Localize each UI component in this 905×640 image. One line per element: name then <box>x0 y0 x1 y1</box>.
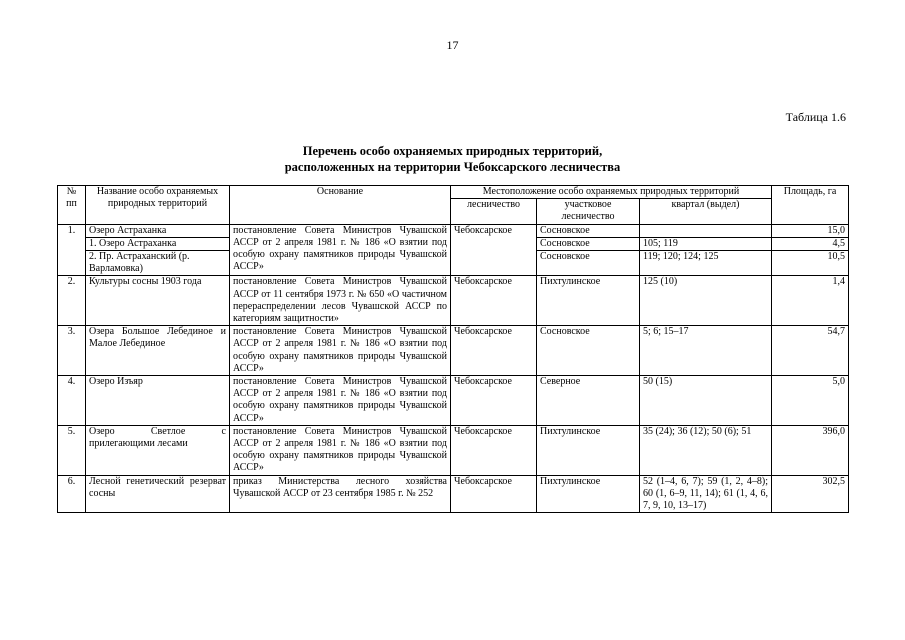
title-line-1: Перечень особо охраняемых природных территорий, <box>302 144 603 158</box>
row-forestry: Чебоксарское <box>451 475 537 513</box>
row-basis: постановление Совета Министров Чувашской АССР от 2 апреля 1981 г. № 186 «О взятии под особую охрану памятников природы Чувашской АССР» <box>230 224 451 276</box>
row-district: Пихтулинское <box>537 475 640 513</box>
title-line-2: расположенных на территории Чебоксарского лесничества <box>284 160 621 174</box>
page-number: 17 <box>446 38 459 52</box>
table-row <box>58 425 849 475</box>
header-name: Название особо охраняемых природных территорий <box>86 186 230 225</box>
table-row <box>58 376 849 426</box>
row-area: 1,4 <box>772 276 849 326</box>
row-name: Культуры сосны 1903 года <box>86 276 230 326</box>
row-area: 5,0 <box>772 376 849 426</box>
row-forestry: Чебоксарское <box>451 276 537 326</box>
table-row <box>58 276 849 326</box>
row-num: 1. <box>58 224 86 276</box>
table-row <box>58 475 849 513</box>
row-quarter: 119; 120; 124; 125 <box>640 251 772 276</box>
table-label: Таблица 1.6 <box>785 110 846 124</box>
row-quarter: 50 (15) <box>640 376 772 426</box>
row-district: Сосновское <box>537 326 640 376</box>
row-district: Сосновское <box>537 224 640 237</box>
row-name: Озеро Светлое с прилегающими лесами <box>86 425 230 475</box>
row-district: Северное <box>537 376 640 426</box>
row-num: 2. <box>58 276 86 326</box>
row-num: 6. <box>58 475 86 513</box>
row-num: 3. <box>58 326 86 376</box>
header-quarter: квартал (выдел) <box>640 199 772 224</box>
row-name: Озеро Изъяр <box>86 376 230 426</box>
row-basis: приказ Министерства лесного хозяйства Чувашской АССР от 23 сентября 1985 г. № 252 <box>230 475 451 513</box>
row-area: 54,7 <box>772 326 849 376</box>
row-quarter: 35 (24); 36 (12); 50 (6); 51 <box>640 425 772 475</box>
row-district: Сосновское <box>537 251 640 276</box>
row-forestry: Чебоксарское <box>451 376 537 426</box>
row-num: 4. <box>58 376 86 426</box>
row-area: 15,0 <box>772 224 849 237</box>
row-name: Озера Большое Лебединое и Малое Лебединое <box>86 326 230 376</box>
row-quarter <box>640 224 772 237</box>
protected-areas-table <box>57 185 849 513</box>
table-body <box>58 224 849 513</box>
table-row <box>58 326 849 376</box>
row-quarter: 5; 6; 15–17 <box>640 326 772 376</box>
row-quarter: 105; 119 <box>640 237 772 250</box>
table-title <box>0 143 905 175</box>
row-forestry: Чебоксарское <box>451 326 537 376</box>
table-row <box>58 224 849 237</box>
row-area: 10,5 <box>772 251 849 276</box>
table-header <box>58 186 849 225</box>
row-name: Лесной генетический резерват сосны <box>86 475 230 513</box>
row-district: Пихтулинское <box>537 276 640 326</box>
row-forestry: Чебоксарское <box>451 224 537 276</box>
row-basis: постановление Совета Министров Чувашской АССР от 2 апреля 1981 г. № 186 «О взятии под особую охрану памятников природы Чувашской АССР» <box>230 326 451 376</box>
row-quarter: 52 (1–4, 6, 7); 59 (1, 2, 4–8); 60 (1, 6–9, 11, 14); 61 (1, 4, 6, 7, 9, 10, 13–17) <box>640 475 772 513</box>
row-district: Сосновское <box>537 237 640 250</box>
row-area: 302,5 <box>772 475 849 513</box>
row-area: 396,0 <box>772 425 849 475</box>
row-basis: постановление Совета Министров Чувашской АССР от 2 апреля 1981 г. № 186 «О взятии под особую охрану памятников природы Чувашской АССР» <box>230 376 451 426</box>
row-area: 4,5 <box>772 237 849 250</box>
header-location: Местоположение особо охраняемых природных территорий <box>451 186 772 199</box>
header-forestry: лесничество <box>451 199 537 224</box>
header-district: участковое лесничество <box>537 199 640 224</box>
row-num: 5. <box>58 425 86 475</box>
row-name: Озеро Астраханка <box>86 224 230 237</box>
row-basis: постановление Совета Министров Чувашской АССР от 2 апреля 1981 г. № 186 «О взятии под особую охрану памятников природы Чувашской АССР» <box>230 425 451 475</box>
header-basis: Основание <box>230 186 451 225</box>
row-district: Пихтулинское <box>537 425 640 475</box>
row-basis: постановление Совета Министров Чувашской АССР от 11 сентября 1973 г. № 650 «О частичном перераспределении лесов Чувашской АССР по категориям защитности» <box>230 276 451 326</box>
header-num: № пп <box>58 186 86 225</box>
row-forestry: Чебоксарское <box>451 425 537 475</box>
row-name: 2. Пр. Астраханский (р. Варламовка) <box>86 251 230 276</box>
header-area: Площадь, га <box>772 186 849 225</box>
row-name: 1. Озеро Астраханка <box>86 237 230 250</box>
row-quarter: 125 (10) <box>640 276 772 326</box>
